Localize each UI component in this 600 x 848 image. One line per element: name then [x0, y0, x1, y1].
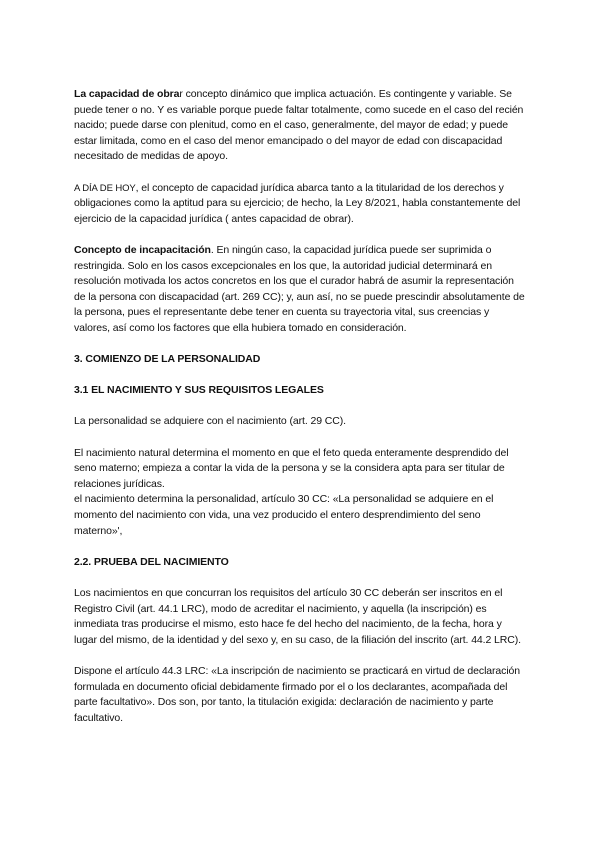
heading-comienzo-personalidad: 3. COMIENZO DE LA PERSONALIDAD [74, 353, 261, 366]
paragraph-articulo-30: el nacimiento determina la personalidad, artículo 30 CC: «La personalidad se adquiere en el momento del nacimiento con vida, una vez producido el entero desprendimiento del seno materno»', [74, 493, 494, 537]
paragraph-articulo-44-3: Dispone el artículo 44.3 LRC: «La inscripción de nacimiento se practicará en virtud de declaración formulada en documento oficial debidamente firmado por el o los declarantes, acompañada del parte facultativo». Dos son, por tanto, la titulación exigida: declaración de nacimiento y parte facultativo. [74, 664, 521, 724]
text-incapacitacion: . En ningún caso, la capacidad jurídica puede ser suprimida o restringida. Solo en los casos excepcionales en los que, la autoridad judicial determinará en resolución motivada los actos concretos en los que el curador habrá de asumir la representación de la persona con discapacidad (art. 269 CC); y, aun así, no se puede prescindir absolutamente de la persona, pues el representante debe tener en cuenta su trayectoria vital, sus creencias y valores, así como los factores que ella hubiera tomado en consideración. [74, 243, 525, 334]
heading-nacimiento-requisitos: 3.1 EL NACIMIENTO Y SUS REQUISITOS LEGALES [74, 384, 324, 397]
term-incapacitacion: Concepto de incapacitación [74, 243, 211, 256]
paragraph-dia-de-hoy [74, 181, 526, 228]
prefix-dia-de-hoy: A DÍA DE HOY [74, 182, 136, 194]
paragraph-personalidad-nacimiento: La personalidad se adquiere con el nacimiento (art. 29 CC). [74, 415, 346, 428]
paragraph-nacimiento-natural: El nacimiento natural determina el momento en que el feto queda enteramente desprendido del seno materno; empieza a contar la vida de la persona y se la considera apta para ser titular de relaciones jurídicas. [74, 446, 509, 490]
document-body [74, 87, 526, 742]
text-dia-de-hoy: , el concepto de capacidad jurídica abarca tanto a la titularidad de los derechos y obligaciones como la aptitud para su ejercicio; de hecho, la Ley 8/2021, habla constantemente del ejercicio de la capacidad jurídica ( antes capacidad de obrar). [74, 181, 521, 225]
paragraph-incapacitacion [74, 243, 526, 337]
heading-prueba-nacimiento: 2.2. PRUEBA DEL NACIMIENTO [74, 555, 229, 568]
paragraph-inscripcion-registro: Los nacimientos en que concurran los requisitos del artículo 30 CC deberán ser inscritos en el Registro Civil (art. 44.1 LRC), modo de acreditar el nacimiento, y aquella (la inscripción) es inmediata tras producirse el mismo, esto hace fe del hecho del nacimiento, de la fecha, hora y lugar del mismo, de la identidad y del sexo y, en su caso, de la filiación del inscrito (art. 44.2 LRC). [74, 587, 521, 646]
term-capacidad-obrar: La capacidad de obra [74, 88, 180, 100]
paragraph-capacidad-obrar [74, 87, 526, 165]
text-capacidad-obrar: r concepto dinámico que implica actuación. Es contingente y variable. Se puede tener o no. Y es variable porque puede faltar totalmente, como sucede en el caso del recién nacido; puede darse con plenitud, como en el caso, generalmente, del mayor de edad; y puede estar limitada, como en el caso del menor emancipado o del mayor de edad con discapacidad necesitado de medidas de apoyo. [74, 88, 524, 163]
